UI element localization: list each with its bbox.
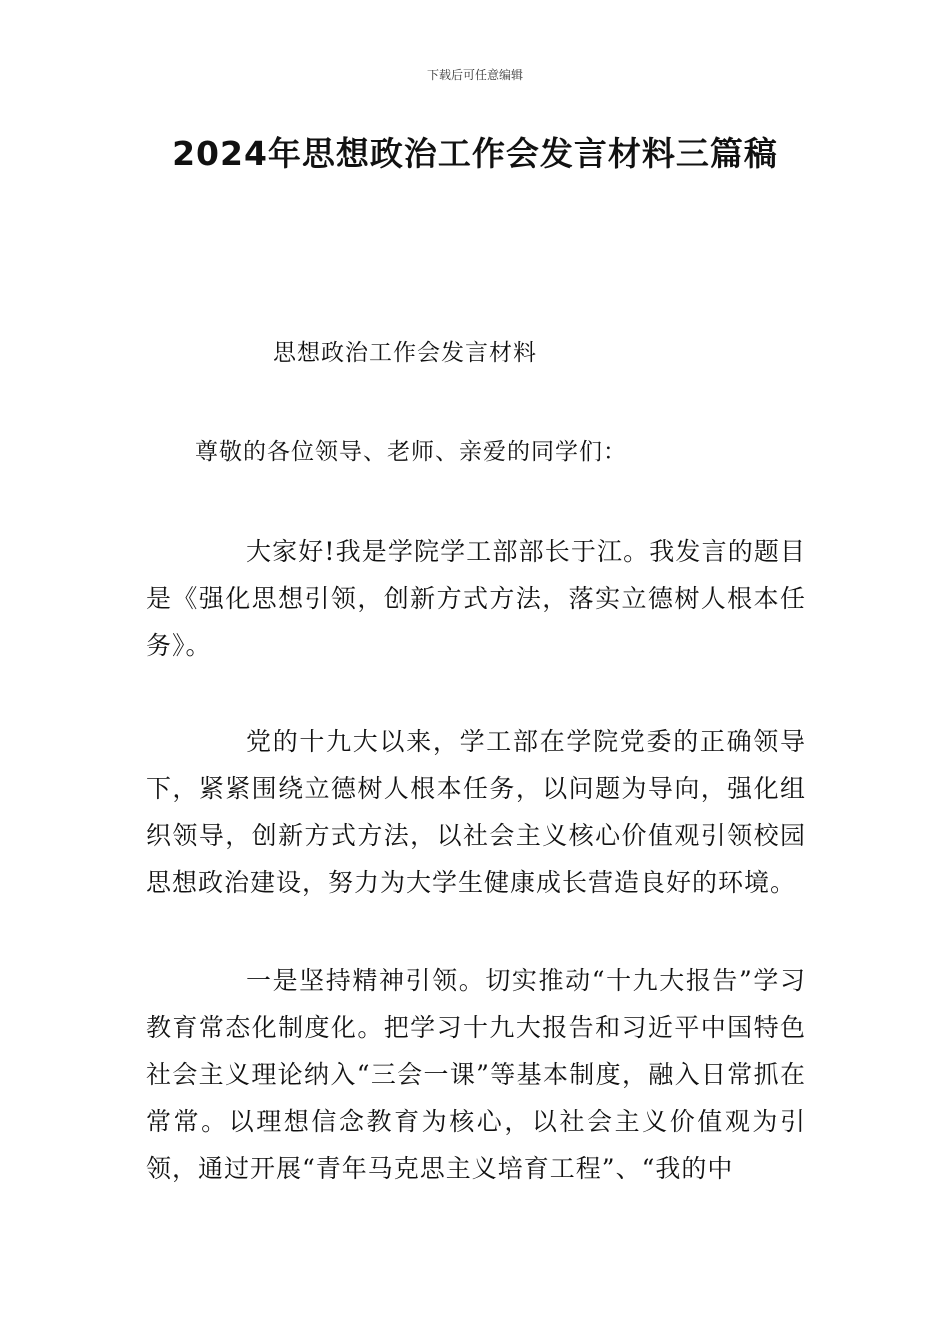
header-note: 下载后可任意编辑 [426,68,523,82]
paragraph-overview: 党的十九大以来，学工部在学院党委的正确领导下，紧紧围绕立德树人根本任务，以问题为导向，强化组织领导，创新方式方法，以社会主义核心价值观引领校园思想政治建设，努力为大学生健康成长营造良好的环境。 [146,727,806,897]
greeting-line: 尊敬的各位领导、老师、亲爱的同学们： [195,439,627,465]
paragraph-point-one: 一是坚持精神引领。切实推动“十九大报告”学习教育常态化制度化。把学习十九大报告和习近平中国特色社会主义理论纳入“三会一课”等基本制度，融入日常抓在常常。以理想信念教育为核心，以社会主义价值观为引领，通过开展“青年马克思主义培育工程”、“我的中 [146,966,806,1183]
document-title: 2024年思想政治工作会发言材料三篇稿 [172,134,778,173]
paragraph-intro: 大家好!我是学院学工部部长于江。我发言的题目是《强化思想引领，创新方式方法，落实立德树人根本任务》。 [146,537,806,660]
section-subtitle: 思想政治工作会发言材料 [273,340,537,366]
